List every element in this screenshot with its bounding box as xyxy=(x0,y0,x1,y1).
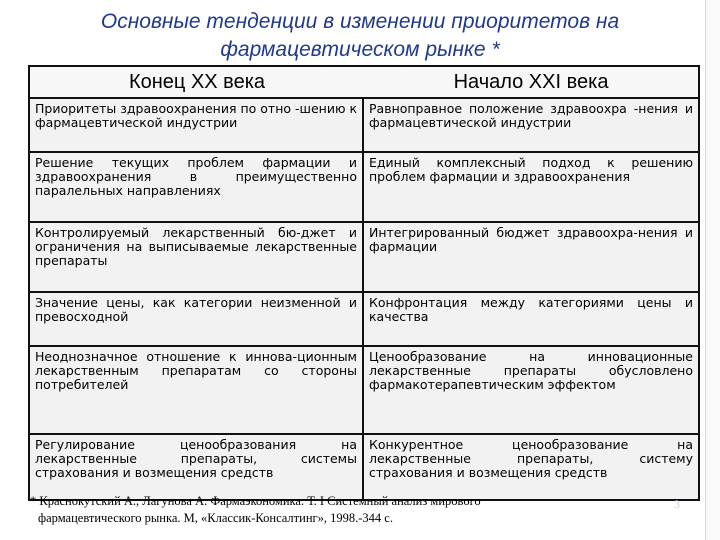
table-row xyxy=(30,293,698,347)
footnote xyxy=(30,493,630,527)
cell-21st-century: Ценообразование на инновационные лекарственные препараты обусловлено фармакотерапевтическим эффектом xyxy=(369,349,693,392)
cell-20th-century: Регулирование ценообразования на лекарственные препараты, системы страхования и возмещения средств xyxy=(30,435,364,499)
slide-title: Основные тенденции в изменении приоритетов на фармацевтическом рынке * xyxy=(100,10,620,61)
cell-21st-century: Конфронтация между категориями цены и качества xyxy=(369,295,693,324)
footnote-line-1: * Краснокутский А., Лагунова А. Фармаэкономика. Т. I Системный анализ мирового xyxy=(30,494,481,508)
cell-21st-century: Интегрированный бюджет здравоохра-нения и фармации xyxy=(369,225,693,254)
right-edge-bar xyxy=(705,0,720,540)
cell-21st-century: Конкурентное ценообразование на лекарственные препараты, систему страхования и возмещения средств xyxy=(369,437,693,480)
header-start-21st-century: Начало XXI века xyxy=(453,71,609,93)
cell-20th-century: Решение текущих проблем фармации и здравоохранения в преимущественно паралельных направлениях xyxy=(30,153,364,221)
cell-20th-century: Значение цены, как категории неизменной и превосходной xyxy=(30,293,364,345)
comparison-table xyxy=(28,65,700,501)
header-end-20th-century: Конец XX века xyxy=(128,71,266,93)
table-row xyxy=(30,223,698,293)
table-header xyxy=(30,67,698,99)
cell-21st-century: Равноправное положение здравоохра -нения и фармацевтической индустрии xyxy=(369,101,693,130)
cell-20th-century: Контролируемый лекарственный бю-джет и ограничения на выписываемые лекарственные препараты xyxy=(30,223,364,291)
cell-20th-century: Приоритеты здравоохранения по отно -шению к фармацевтической индустрии xyxy=(30,99,364,151)
table-row xyxy=(30,99,698,153)
table-row xyxy=(30,347,698,435)
table-row xyxy=(30,153,698,223)
cell-21st-century: Единый комплексный подход к решению проблем фармации и здравоохранения xyxy=(369,155,693,184)
footnote-line-2: фармацевтического рынка. М, «Классик-Консалтинг», 1998.-344 с. xyxy=(38,511,393,525)
table-row xyxy=(30,435,698,499)
cell-20th-century: Неоднозначное отношение к иннова-ционным лекарственным препаратам со стороны потребителей xyxy=(30,347,364,433)
page-number: 3 xyxy=(674,497,680,511)
